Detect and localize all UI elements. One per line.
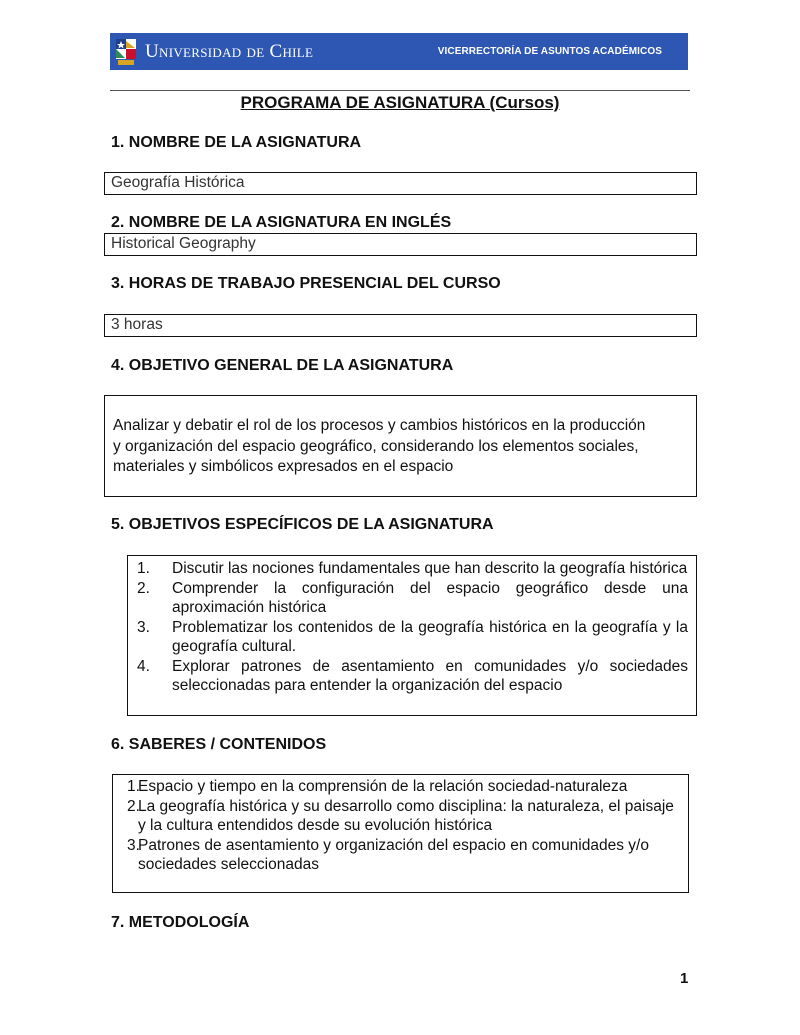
vice-rectory-label: VICERRECTORÍA DE ASUNTOS ACADÉMICOS [437,46,662,57]
section-1-box [104,172,697,195]
list-item: 3. Patrones de asentamiento y organización del espacio en comunidades y/o sociedades seleccionadas [127,836,649,873]
section-3-box [104,314,697,337]
specific-objectives-box [127,555,697,716]
page-number: 1 [680,970,689,987]
section-4-title: 4. OBJETIVO GENERAL DE LA ASIGNATURA [111,357,454,374]
list-item: 3. Problematizar los contenidos de la geografía histórica en la geografía y la geografía cultural. [137,618,688,655]
specific-objectives-list [128,559,688,696]
course-name-english-value: Historical Geography [111,235,256,252]
list-item: 4. Explorar patrones de asentamiento en comunidades y/o sociedades seleccionadas para entender la organización del espacio [137,657,688,694]
section-3-title: 3. HORAS DE TRABAJO PRESENCIAL DEL CURSO [111,275,501,292]
list-item: 1. Espacio y tiempo en la comprensión de la relación sociedad-naturaleza [127,778,628,795]
section-5-title: 5. OBJETIVOS ESPECÍFICOS DE LA ASIGNATURA [111,516,494,533]
list-item: 2. Comprender la configuración del espacio geográfico desde una aproximación histórica [137,579,688,616]
list-item: 1. Discutir las nociones fundamentales que han descrito la geografía histórica [137,560,688,577]
general-objective-line: materiales y simbólicos expresados en el espacio [113,458,454,475]
university-crest-icon [115,37,137,67]
header-divider [110,90,690,91]
general-objective-box [104,395,697,497]
contents-list [113,777,682,875]
section-2-title: 2. NOMBRE DE LA ASIGNATURA EN INGLÉS [111,214,452,231]
header-banner [110,33,688,70]
contents-box [112,774,689,893]
section-6-title: 6. SABERES / CONTENIDOS [111,736,327,753]
section-1-title: 1. NOMBRE DE LA ASIGNATURA [111,134,362,151]
course-name-value: Geografía Histórica [111,174,245,191]
list-item: 2. La geografía histórica y su desarrollo como disciplina: la naturaleza, el paisaje y la cultura entendidos desde su evolución histórica [127,797,674,834]
document-title: PROGRAMA DE ASIGNATURA (Cursos) [240,93,560,112]
section-2-box [104,233,697,256]
hours-value: 3 horas [111,316,163,333]
university-name: Universidad de Chile [145,40,314,62]
general-objective-line: Analizar y debatir el rol de los procesos y cambios históricos en la producción [113,417,646,434]
general-objective-line: y organización del espacio geográfico, considerando los elementos sociales, [113,437,639,455]
section-7-title: 7. METODOLOGÍA [111,914,250,931]
